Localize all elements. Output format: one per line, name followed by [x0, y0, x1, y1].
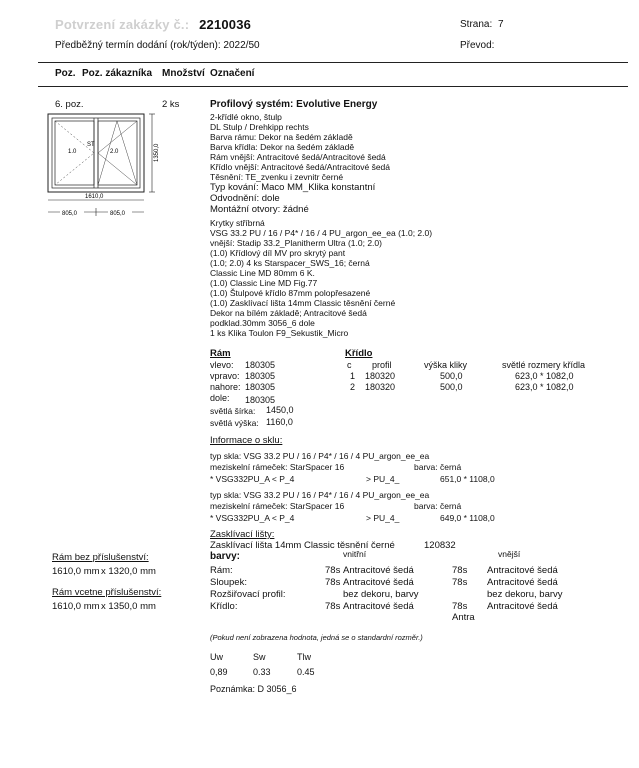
sash-header-dims: světlé rozmery křídla: [502, 360, 586, 370]
color-in-name: Antracitové šedá: [343, 565, 414, 576]
sash-cell-c: 2: [350, 382, 356, 392]
color-in-code: 78s: [325, 577, 341, 588]
title-label: Potvrzení zakázky č.:: [55, 17, 190, 32]
position-qty: 2 ks: [162, 99, 180, 110]
spec-line: DL Stulp / Drehkipp rechts: [210, 122, 309, 132]
spec-line: Typ kování: Maco MM_Klika konstantní: [210, 182, 376, 193]
glass-type: typ skla: VSG 33.2 PU / 16 / P4* / 16 / 4 PU_argon_ee_ea: [210, 451, 430, 461]
colors-outer-header: vnější: [498, 549, 521, 559]
frame-row-value: 180305: [245, 371, 276, 381]
spec-line: Montážní otvory: žádné: [210, 204, 309, 215]
color-row-label: Rozšiřovací profil:: [210, 589, 286, 600]
color-extra: Antra: [452, 612, 475, 623]
sash-cell-handle: 500,0: [440, 371, 463, 381]
sash-left-label: 1.0: [68, 149, 77, 155]
color-out-code: 78s: [452, 565, 468, 576]
value-uw: 0,89: [210, 667, 228, 677]
color-in-code: 78s: [325, 601, 341, 612]
sash-cell-dims: 623,0 * 1082,0: [515, 382, 574, 392]
color-out-name: Antracitové šedá: [487, 565, 558, 576]
color-out-code: 78s: [452, 577, 468, 588]
sash-cell-handle: 500,0: [440, 382, 463, 392]
glass-title: Informace o sklu:: [210, 435, 283, 446]
glass-code: * VSG332PU_A < P_4: [210, 474, 295, 484]
spec-line: Křídlo vnější: Antracitové šedá/Antracitové šedá: [210, 162, 391, 172]
value-header-sw: Sw: [253, 652, 266, 662]
frame-no-acc-label: Rám bez příslušenství:: [52, 552, 149, 563]
page-number: 7: [498, 19, 504, 30]
sash-header-handle: výška kliky: [424, 360, 468, 370]
color-row-label: Křídlo:: [210, 601, 238, 612]
spec-line: Rám vnější: Antracitové šedá/Antracitové šedá: [210, 152, 386, 162]
sash-header-c: c: [347, 360, 352, 370]
header-bottom-rule: [38, 86, 628, 87]
width-left-dim: 805,0: [62, 211, 78, 217]
frame-row-label: vlevo:: [210, 360, 234, 370]
frame-acc-height: x 1350,0 mm: [101, 601, 156, 612]
height-dim: 1350,0: [154, 143, 160, 162]
color-in-name: bez dekoru, barvy: [343, 589, 419, 600]
spec-lines-1: [210, 112, 390, 182]
spec-lines-big: [210, 182, 375, 215]
glass-dims: 649,0 * 1108,0: [440, 513, 495, 523]
color-out-name: bez dekoru, barvy: [487, 589, 563, 600]
spec-line: 2-křídlé okno, štulp: [210, 112, 282, 122]
spec-line: podklad.30mm 3056_6 dole: [210, 318, 315, 328]
sash-cell-c: 1: [350, 371, 356, 381]
spec-line: Odvodnění: dole: [210, 193, 280, 204]
page-label: Strana:: [460, 19, 493, 30]
sash-right-label: 2.0: [110, 149, 119, 155]
frame-acc-label: Rám vcetne příslušenství:: [52, 587, 162, 598]
spec-line: Dekor na bílém základě; Antracitové šedá: [210, 308, 367, 318]
color-out-name: Antracitové šedá: [487, 601, 558, 612]
frame-no-acc-width: 1610,0 mm: [52, 566, 100, 577]
profile-system: Profilový systém: Evolutive Energy: [210, 99, 378, 110]
frame-row-label: vpravo:: [210, 371, 240, 381]
spec-line: (1.0) Classic Line MD Fig.77: [210, 278, 318, 288]
value-sw: 0.33: [253, 667, 271, 677]
spec-line: Krytky stříbrná: [210, 218, 265, 228]
spec-line: (1.0) Zasklívací lišta 14mm Classic těsnění černé: [210, 298, 396, 308]
value-header-tlw: Tlw: [297, 652, 311, 662]
col-pos: Poz.: [55, 68, 76, 79]
spec-line: (1.0; 2.0) 4 ks Starspacer_SWS_16; černá: [210, 258, 370, 268]
position-label: 6. poz.: [55, 99, 84, 110]
spec-line: Barva křídla: Dekor na šedém základě: [210, 142, 355, 152]
col-customer-pos: Poz. zákazníka: [82, 68, 153, 79]
remark: Poznámka: D 3056_6: [210, 684, 297, 694]
spec-line: (1.0) Křídlový díl MV pro skrytý pant: [210, 248, 346, 258]
sash-header-profile: profil: [372, 360, 392, 370]
sash-cell-dims: 623,0 * 1082,0: [515, 371, 574, 381]
col-designation: Označení: [210, 68, 255, 79]
colors-inner-header: vnitřní: [343, 549, 367, 559]
transfer-label: Převod:: [460, 40, 495, 51]
color-in-name: Antracitové šedá: [343, 601, 414, 612]
spec-line: VSG 33.2 PU / 16 / P4* / 16 / 4 PU_argon_ee_ea (1.0; 2.0): [210, 228, 433, 238]
glass-code2: > PU_4_: [366, 513, 400, 523]
glass-type: typ skla: VSG 33.2 PU / 16 / P4* / 16 / 4 PU_argon_ee_ea: [210, 490, 430, 500]
col-quantity: Množství: [162, 68, 205, 79]
sash-cell-profile: 180320: [365, 371, 396, 381]
mullion-label: ST: [87, 142, 95, 148]
width-right-dim: 805,0: [110, 211, 126, 217]
delivery-term: Předběžný termín dodání (rok/týden): 2022/50: [55, 40, 260, 51]
bead-code: 120832: [424, 540, 456, 551]
header-top-rule: [38, 62, 628, 63]
sash-cell-profile: 180320: [365, 382, 396, 392]
color-row-label: Rám:: [210, 565, 233, 576]
clear-width-label: světlá šírka:: [210, 406, 256, 416]
document-title: [55, 17, 251, 32]
frame-acc-width: 1610,0 mm: [52, 601, 100, 612]
bead-line: Zasklívací lišta 14mm Classic těsnění černé: [210, 540, 395, 551]
frame-row-label: dole:: [210, 393, 230, 403]
color-row-label: Sloupek:: [210, 577, 247, 588]
frame-row-value: 180305: [245, 382, 276, 392]
clear-width-value: 1450,0: [266, 405, 294, 415]
color-in-name: Antracitové šedá: [343, 577, 414, 588]
spec-line: Těsnění: TE_zvenku i zevnitr černé: [210, 172, 344, 182]
sash-title: Křídlo: [345, 348, 373, 359]
color-out-code: 78s: [452, 601, 468, 612]
glass-dims: 651,0 * 1108,0: [440, 474, 495, 484]
spec-line: vnější: Stadip 33.2_Planitherm Ultra (1.0; 2.0): [210, 238, 382, 248]
glass-code: * VSG332PU_A < P_4: [210, 513, 295, 523]
value-header-uw: Uw: [210, 652, 223, 662]
bead-title: Zasklívací lišty:: [210, 529, 275, 540]
frame-title: Rám: [210, 348, 231, 359]
width-dim: 1610,0: [85, 194, 104, 200]
frame-row-value: 180305: [245, 395, 276, 405]
value-tlw: 0.45: [297, 667, 315, 677]
color-in-code: 78s: [325, 565, 341, 576]
glass-spacer: meziskelní rámeček: StarSpacer 16: [210, 462, 345, 472]
clear-height-value: 1160,0: [266, 417, 293, 427]
color-out-name: Antracitové šedá: [487, 577, 558, 588]
window-drawing: [40, 108, 170, 223]
frame-row-value: 180305: [245, 360, 276, 370]
spec-line: 1 ks Klika Toulon F9_Sekustik_Micro: [210, 328, 349, 338]
standard-note: (Pokud není zobrazena hodnota, jedná se o standardní rozměr.): [210, 633, 423, 642]
frame-no-acc-height: x 1320,0 mm: [101, 566, 156, 577]
glass-spacer: meziskelní rámeček: StarSpacer 16: [210, 501, 345, 511]
colors-title: barvy:: [210, 551, 241, 562]
glass-code2: > PU_4_: [366, 474, 400, 484]
spec-lines-2: [210, 218, 432, 338]
glass-color: barva: černá: [414, 462, 462, 472]
clear-height-label: světlá výška:: [210, 418, 259, 428]
order-number: 2210036: [199, 17, 252, 32]
spec-line: Classic Line MD 80mm 6 K.: [210, 268, 315, 278]
glass-color: barva: černá: [414, 501, 462, 511]
spec-line: (1.0) Štulpové křídlo 87mm polopřesazené: [210, 288, 371, 298]
spec-line: Barva rámu: Dekor na šedém základě: [210, 132, 353, 142]
frame-row-label: nahore:: [210, 382, 241, 392]
